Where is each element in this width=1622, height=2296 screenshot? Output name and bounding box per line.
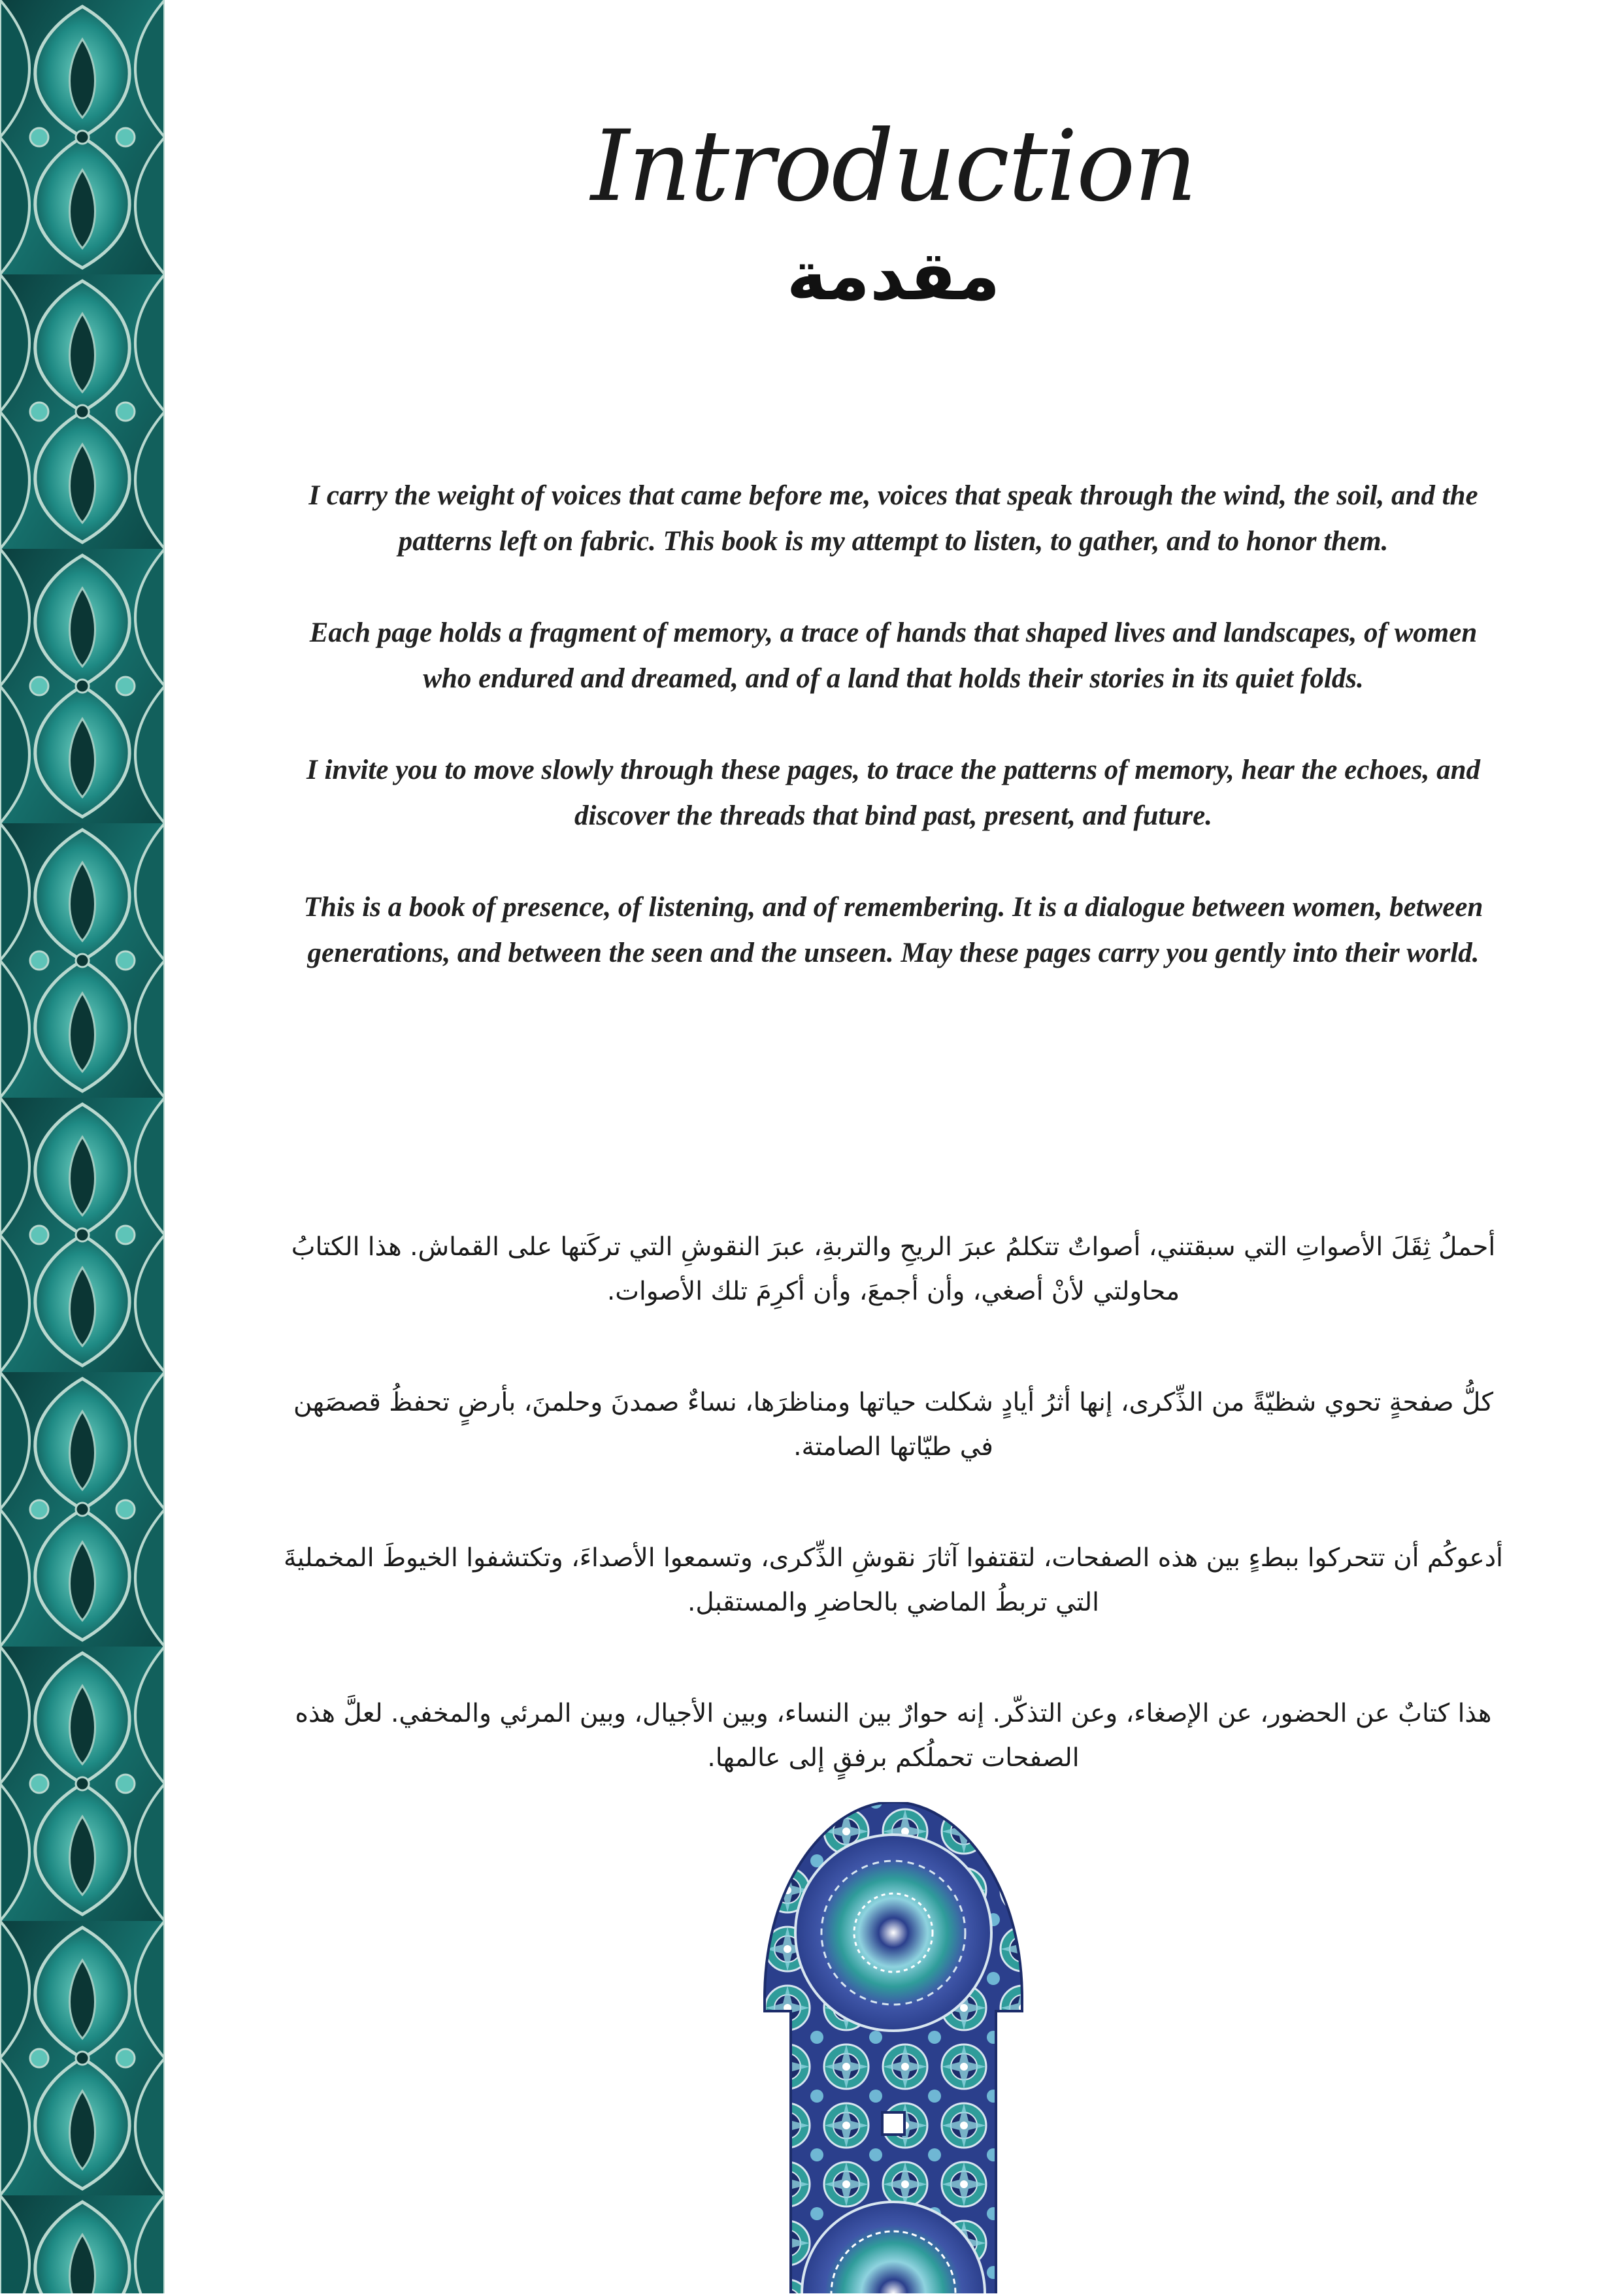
english-paragraph-2: Each page holds a fragment of memory, a trace of hands that shaped lives and landscapes, of women who endured and dreamed, and of a land that holds their stories in its quiet folds.: [309, 617, 1478, 694]
moroccan-arch-mosaic: [758, 1802, 1029, 2293]
english-paragraph-1: I carry the weight of voices that came before me, voices that speak through the wind, the soil, and the patterns left on fabric. This book is my attempt to listen, to gather, and to honor them.: [308, 480, 1478, 557]
page-content: [165, 0, 1622, 2293]
title-arabic: مقدمة: [786, 236, 1001, 316]
english-paragraph-3: I invite you to move slowly through these pages, to trace the patterns of memory, hear the echoes, and discover the threads that bind past, present, and future.: [306, 755, 1480, 831]
arabic-paragraph-2: كلُّ صفحةٍ تحوي شظيّةً من الذِّكرى، إنها أثرُ أيادٍ شكلت حياتها ومناظرَها، نساءٌ صمدنَ وحلمنَ، بأرضٍ تحفظُ قصصَهن في طيّاتها الصامتة.: [293, 1388, 1494, 1462]
arabic-paragraph-1: أحملُ ثِقَلَ الأصواتِ التي سبقتني، أصواتٌ تتكلمُ عبرَ الريحِ والتربةِ، عبرَ النقوشِ التي تركَتها على القماش. هذا الكتابُ محاولتي لأنْ أصغي، وأن أجمعَ، وأن أكرِمَ تلك الأصوات.: [291, 1232, 1496, 1306]
title-english: Introduction: [591, 110, 1196, 223]
english-text-block: [295, 473, 1491, 1022]
arabic-text-block: [282, 1225, 1504, 1847]
arabic-paragraph-3: أدعوكُم أن تتحركوا ببطءٍ بين هذه الصفحات، لتقتفوا آثارَ نقوشِ الذِّكرى، وتسمعوا الأصداءَ، وتكتشفوا الخيوطَ المخمليةَ التي تربطُ الماضي بالحاضرِ والمستقبل.: [283, 1543, 1504, 1617]
english-paragraph-4: This is a book of presence, of listening, and of remembering. It is a dialogue between women, between generations, and between the seen and the unseen. May these pages carry you gently into their world.: [303, 892, 1483, 968]
zellige-border-pattern: [0, 0, 165, 2293]
arabic-paragraph-4: هذا كتابٌ عن الحضور، عن الإصغاء، وعن التذكّر. إنه حوارٌ بين النساء، وبين الأجيال، وبين المرئي والمخفي. لعلَّ هذه الصفحات تحملُكم برفقٍ إلى عالمها.: [295, 1699, 1492, 1773]
